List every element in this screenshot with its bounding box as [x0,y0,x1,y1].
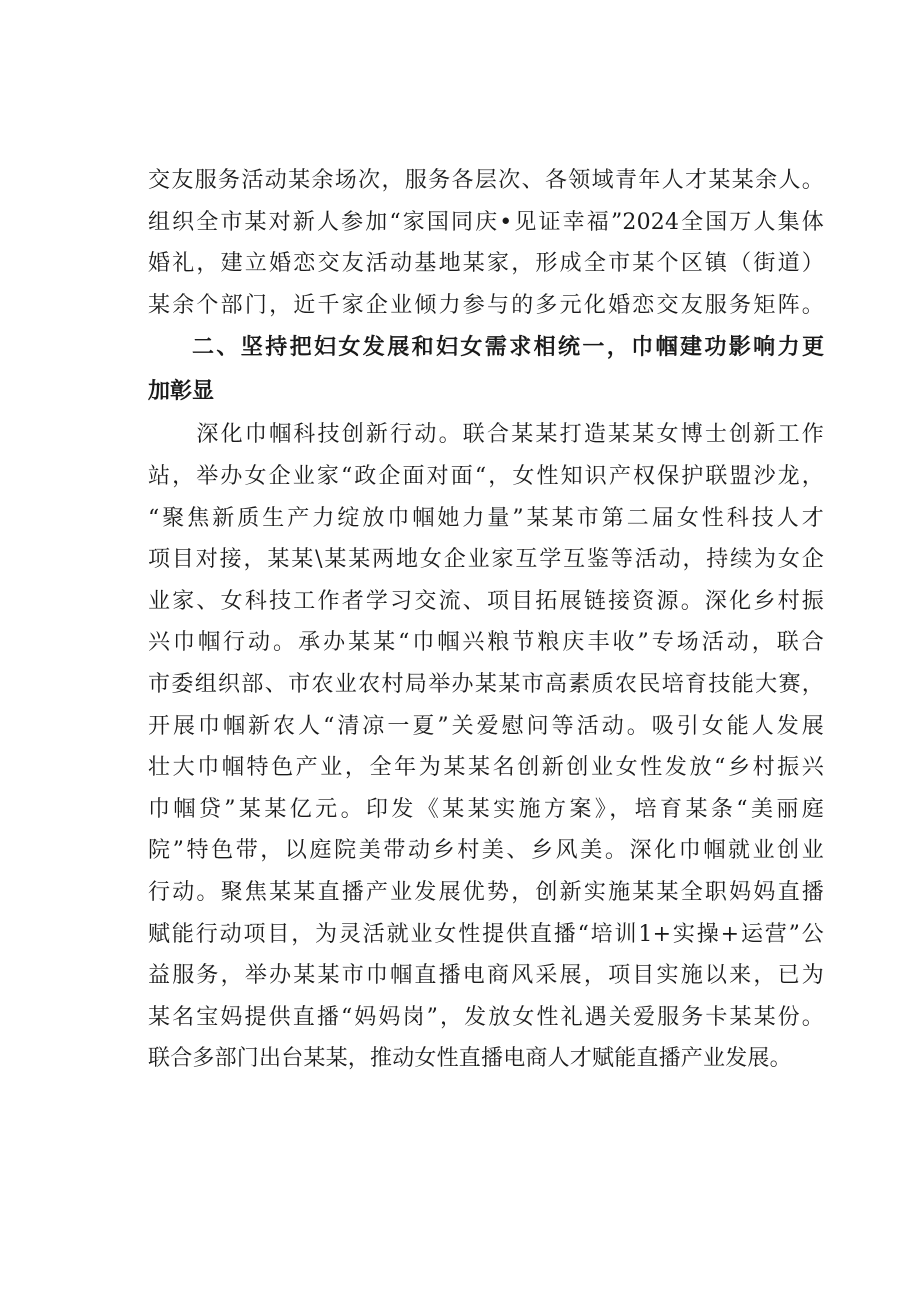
paragraph-line: “聚焦新质生产力绽放巾帼她力量”某某市第二届女性科技人才 [148,505,824,531]
paragraph-line: 某名宝妈提供直播“妈妈岗”，发放女性礼遇关爱服务卡某某份。 [148,1004,824,1030]
paragraph-women-development [148,414,824,1080]
paragraph-line: 巾帼贷”某某亿元。印发《某某实施方案》，培育某条“美丽庭 [148,796,824,822]
paragraph-line: 院”特色带，以庭院美带动乡村美、乡风美。深化巾帼就业创业 [148,838,824,864]
paragraph-line: 站，举办女企业家“政企面对面“，女性知识产权保护联盟沙龙， [148,463,824,489]
section-heading-line: 加彰显 [148,379,215,405]
paragraph-line: 市委组织部、市农业农村局举办某某市高素质农民培育技能大赛， [148,671,824,697]
section-heading [148,326,824,414]
document-body [148,160,824,1080]
paragraph-line: 兴巾帼行动。承办某某“巾帼兴粮节粮庆丰收”专场活动，联合 [148,630,824,656]
paragraph-line: 婚礼，建立婚恋交友活动基地某家，形成全市某个区镇（街道） [148,251,824,277]
section-heading-line: 二、坚持把妇女发展和妇女需求相统一，巾帼建功影响力更 [192,335,824,361]
paragraph-marriage-services [148,160,824,326]
paragraph-line: 某余个部门，近千家企业倾力参与的多元化婚恋交友服务矩阵。 [148,292,824,318]
paragraph-line: 行动。聚焦某某直播产业发展优势，创新实施某某全职妈妈直播 [148,879,824,905]
paragraph-line: 赋能行动项目，为灵活就业女性提供直播“培训1+实操+运营”公 [148,921,824,947]
paragraph-line: 益服务，举办某某市巾帼直播电商风采展，项目实施以来，已为 [148,963,824,989]
paragraph-line: 组织全市某对新人参加“家国同庆•见证幸福”2024全国万人集体 [148,209,824,235]
paragraph-line: 深化巾帼科技创新行动。联合某某打造某某女博士创新工作 [148,422,824,448]
paragraph-line: 开展巾帼新农人“清凉一夏”关爱慰问等活动。吸引女能人发展 [148,713,824,739]
paragraph-line: 交友服务活动某余场次，服务各层次、各领域青年人才某某余人。 [148,168,824,193]
paragraph-line: 项目对接，某某\某某两地女企业家互学互鉴等活动，持续为女企 [148,547,824,573]
paragraph-line: 联合多部门出台某某，推动女性直播电商人才赋能直播产业发展。 [148,1046,792,1072]
paragraph-line: 壮大巾帼特色产业，全年为某某名创新创业女性发放“乡村振兴 [148,755,824,781]
paragraph-line: 业家、女科技工作者学习交流、项目拓展链接资源。深化乡村振 [148,588,824,614]
